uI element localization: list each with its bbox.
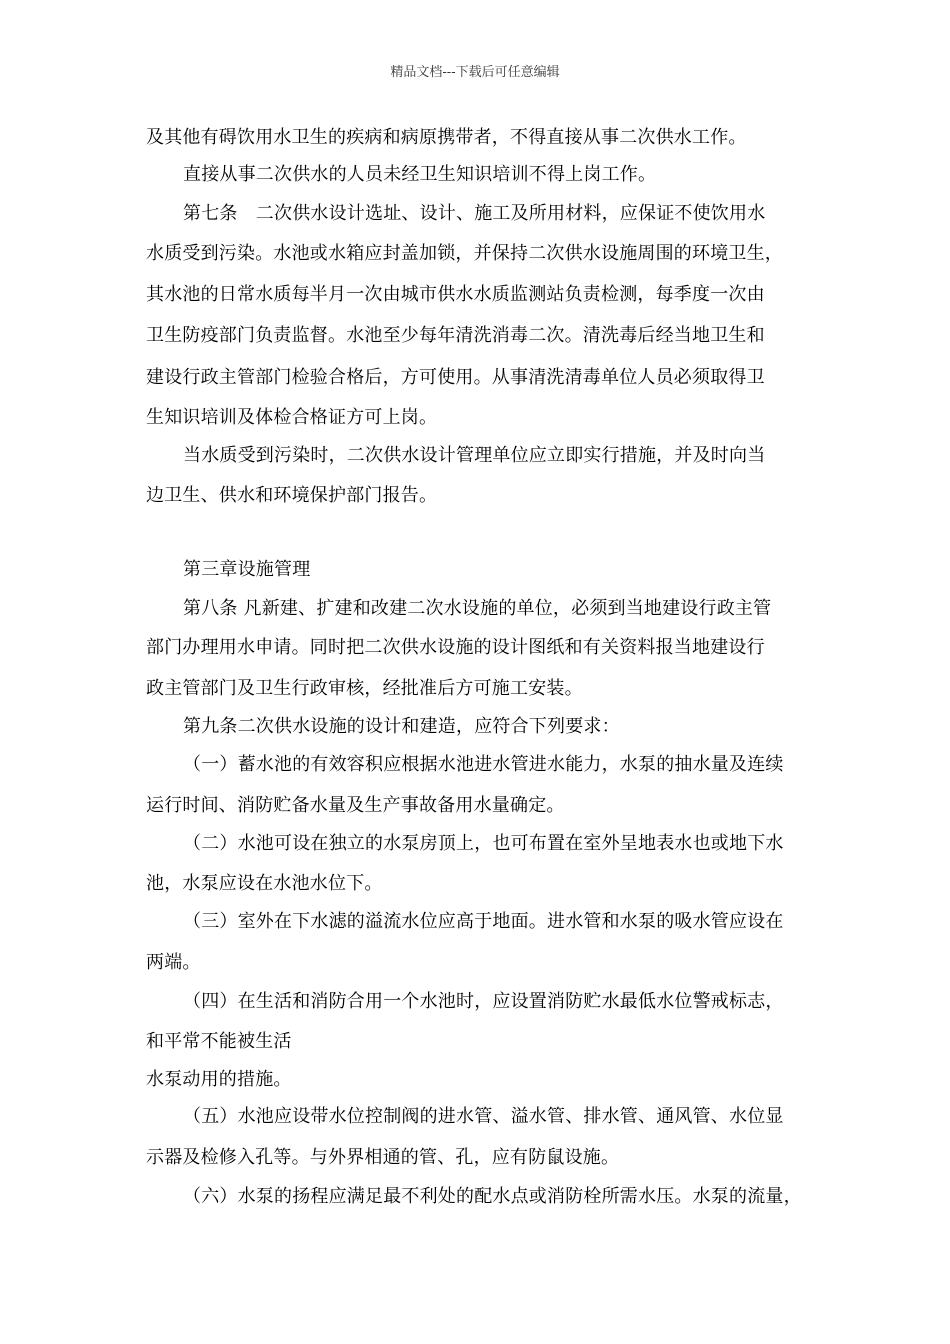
text-line: 和平常不能被生活 <box>146 1031 292 1052</box>
text-line: 及其他有碍饮用水卫生的疾病和病原携带者，不得直接从事二次供水工作。 <box>146 127 747 148</box>
text-line: 示器及检修入孔等。与外界相通的管、孔，应有防鼠设施。 <box>146 1147 620 1168</box>
text-line: 运行时间、消防贮备水量及生产事故备用水量确定。 <box>146 795 565 816</box>
text-line: 生知识培训及体检合格证方可上岗。 <box>146 407 438 428</box>
text-line: 当水质受到污染时，二次供水设计管理单位应立即实行措施，并及时向当 <box>183 445 766 466</box>
chapter-heading: 第三章设施管理 <box>183 559 311 580</box>
text-line: 边卫生、供水和环境保护部门报告。 <box>146 485 438 506</box>
text-line: 池，水泵应设在水池水位下。 <box>146 873 383 894</box>
text-line: 卫生防疫部门负责监督。水池至少每年清洗消毒二次。清洗毒后经当地卫生和 <box>146 325 765 346</box>
text-line: 其水池的日常水质每半月一次由城市供水水质监测站负责检测，每季度一次由 <box>146 284 765 305</box>
text-line: 两端。 <box>146 952 201 973</box>
text-line: 第八条 凡新建、扩建和改建二次水设施的单位，必须到当地建设行政主管 <box>183 598 772 619</box>
text-line: （五）水池应设带水位控制阀的进水管、溢水管、排水管、通风管、水位显 <box>183 1106 784 1127</box>
text-line: 部门办理用水申请。同时把二次供水设施的设计图纸和有关资料报当地建设行 <box>146 637 765 658</box>
text-line: 水质受到污染。水池或水箱应封盖加锁，并保持二次供水设施周围的环境卫生， <box>146 243 783 264</box>
text-line: 水泵动用的措施。 <box>146 1069 292 1090</box>
text-line: 建设行政主管部门检验合格后，方可使用。从事清洗清毒单位人员必须取得卫 <box>146 367 765 388</box>
text-line: （二）水池可设在独立的水泵房顶上，也可布置在室外呈地表水也或地下水 <box>183 833 784 854</box>
text-line: 直接从事二次供水的人员未经卫生知识培训不得上岗工作。 <box>183 164 657 185</box>
text-line: （四）在生活和消防合用一个水池时，应设置消防贮水最低水位警戒标志， <box>183 991 784 1012</box>
text-line: （三）室外在下水滤的溢流水位应高于地面。进水管和水泵的吸水管应设在 <box>183 911 784 932</box>
text-line: 第七条 二次供水设计选址、设计、施工及所用材料，应保证不使饮用水 <box>183 203 766 224</box>
page-header: 精品文档---下载后可任意编辑 <box>390 65 560 80</box>
text-line: 政主管部门及卫生行政审核，经批准后方可施工安装。 <box>146 678 583 699</box>
text-line: （一）蓄水池的有效容积应根据水池进水管进水能力，水泵的抽水量及连续 <box>183 754 784 775</box>
text-line: 第九条二次供水设施的设计和建造，应符合下列要求： <box>183 716 620 737</box>
text-line: （六）水泵的扬程应满足最不利处的配水点或消防栓所需水压。水泵的流量， <box>183 1186 802 1207</box>
